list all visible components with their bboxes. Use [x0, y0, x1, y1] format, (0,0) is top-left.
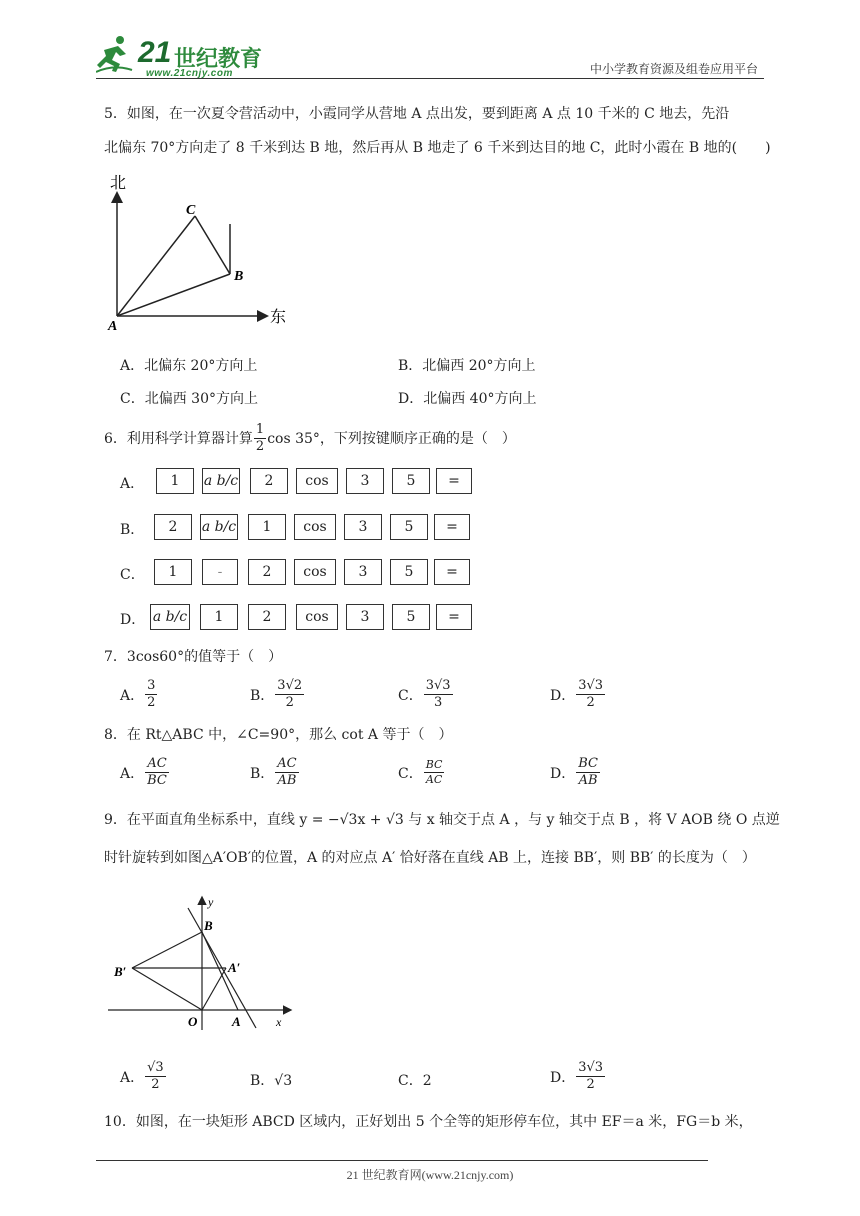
key: = — [436, 604, 472, 630]
q5-stem-line1: 5．如图，在一次夏令营活动中，小霞同学从营地 A 点出发，要到距离 A 点 10 千米的 C 地去，先沿 — [104, 106, 730, 122]
q8-option-c[interactable]: C． $\frac{BC}{AC}$ — [398, 758, 443, 786]
q5-option-a[interactable]: A．北偏东 20°方向上 — [120, 358, 258, 374]
q8-stem: 8．在 Rt△ABC 中，∠C=90°，那么 cot A 等于（ ） — [104, 727, 453, 743]
q10-stem-line1: 10．如图，在一块矩形 ABCD 区域内，正好划出 5 个全等的矩形停车位，其中 EF＝a 米，FG＝b 米， — [104, 1114, 753, 1130]
point-a-label: A — [232, 1014, 241, 1029]
header-platform-text: 中小学教育资源及组卷应用平台 — [590, 62, 759, 76]
key: 1 — [200, 604, 238, 630]
q5-stem-line2: 北偏东 70°方向走了 8 千米到达 B 地，然后再从 B 地走了 6 千米到达目的地 C，此时小霞在 B 地的( ) — [104, 140, 771, 156]
q9-stem-line2: 时针旋转到如图△A′OB′的位置，A 的对应点 A′ 恰好落在直线 AB 上，连接 BB′，则 BB′ 的长度为（ ） — [104, 850, 756, 866]
q5-option-d[interactable]: D．北偏西 40°方向上 — [398, 391, 537, 407]
header-rule — [96, 78, 764, 79]
key: 2 — [154, 514, 192, 540]
key: 3 — [344, 559, 382, 585]
key: cos — [296, 468, 338, 494]
logo-number: 21 — [138, 36, 172, 69]
key: 3 — [346, 604, 384, 630]
key: 3 — [344, 514, 382, 540]
key: 5 — [390, 514, 428, 540]
q5-figure — [100, 170, 300, 330]
q9-option-a[interactable]: A． $\frac{√3}{2}$ — [120, 1060, 164, 1092]
q7-option-d[interactable]: D． $\frac{3√3}{2}$ — [550, 678, 604, 710]
x-label: x — [276, 1015, 282, 1029]
y-label: y — [208, 895, 214, 909]
point-ap-label: A′ — [228, 960, 241, 975]
q9-option-d[interactable]: D． $\frac{3√3}{2}$ — [550, 1060, 604, 1092]
key: 1 — [154, 559, 192, 585]
segment-cb — [195, 216, 230, 274]
runner-logo-icon — [96, 34, 134, 74]
key: 5 — [390, 559, 428, 585]
q6-stem-pre: 6．利用科学计算器计算 — [104, 430, 253, 447]
key: - — [202, 559, 238, 585]
q9-stem-line1: 9．在平面直角坐标系中，直线 y = −√3x + √3 与 x 轴交于点 A ，与 y 轴交于点 B ，将 V AOB 绕 O 点逆 — [104, 812, 780, 828]
key: a b/c — [202, 468, 240, 494]
key: 2 — [248, 559, 286, 585]
q6-stem-post: cos 35°，下列按键顺序正确的是（ ） — [267, 430, 516, 447]
q7-option-c[interactable]: C． $\frac{3√3}{3}$ — [398, 678, 451, 710]
q6-stem — [104, 422, 516, 455]
key: cos — [294, 514, 336, 540]
q8-option-d[interactable]: D． $\frac{BC}{AB}$ — [550, 756, 598, 788]
q5-option-c[interactable]: C．北偏西 30°方向上 — [120, 391, 258, 407]
point-a-label: A — [108, 319, 118, 330]
key: 2 — [250, 468, 288, 494]
east-label: 东 — [270, 309, 287, 326]
key: cos — [296, 604, 338, 630]
point-c-label: C — [186, 203, 196, 218]
q9-option-b[interactable]: B．√3 — [250, 1073, 293, 1089]
key: 5 — [392, 468, 430, 494]
point-b-label: B — [204, 918, 213, 933]
q7-option-b[interactable]: B． $\frac{3√2}{2}$ — [250, 678, 303, 710]
q7-option-a[interactable]: A． $\frac{3}{2}$ — [120, 678, 156, 710]
q6-option-c-label[interactable]: C． — [120, 567, 145, 583]
point-bp-label: B′ — [114, 964, 127, 979]
q6-option-b-label[interactable]: B． — [120, 522, 145, 538]
key: 3 — [346, 468, 384, 494]
logo — [96, 34, 266, 79]
q9-figure — [104, 890, 304, 1040]
logo-url: www.21cnjy.com — [146, 68, 233, 79]
q6-option-a-label[interactable]: A． — [120, 476, 145, 492]
key: 1 — [156, 468, 194, 494]
north-label: 北 — [110, 175, 127, 192]
point-b-label: B — [234, 269, 244, 284]
key: 2 — [248, 604, 286, 630]
segment-bpo — [132, 968, 202, 1010]
key: = — [436, 468, 472, 494]
segment-oap — [202, 968, 226, 1010]
segment-bpb — [132, 932, 202, 968]
q7-stem: 7．3cos60°的值等于（ ） — [104, 649, 283, 665]
logo-text: 世纪教育 — [174, 47, 263, 72]
q5-option-b[interactable]: B．北偏西 20°方向上 — [398, 358, 536, 374]
footer-rule — [96, 1160, 708, 1161]
point-o-label: O — [188, 1014, 198, 1029]
q9-option-c[interactable]: C．2 — [398, 1073, 432, 1089]
key: a b/c — [200, 514, 238, 540]
key: = — [434, 514, 470, 540]
key: = — [434, 559, 470, 585]
q6-option-d-label[interactable]: D． — [120, 612, 146, 628]
q6-fraction: $\frac{1}{2}$ — [255, 422, 265, 454]
footer-text: 21 世纪教育网(www.21cnjy.com) — [346, 1168, 514, 1182]
q8-option-b[interactable]: B． $\frac{AC}{AB}$ — [250, 756, 297, 788]
key: a b/c — [150, 604, 190, 630]
key: 5 — [392, 604, 430, 630]
key: cos — [294, 559, 336, 585]
q8-option-a[interactable]: A． $\frac{AC}{BC}$ — [120, 756, 167, 788]
key: 1 — [248, 514, 286, 540]
